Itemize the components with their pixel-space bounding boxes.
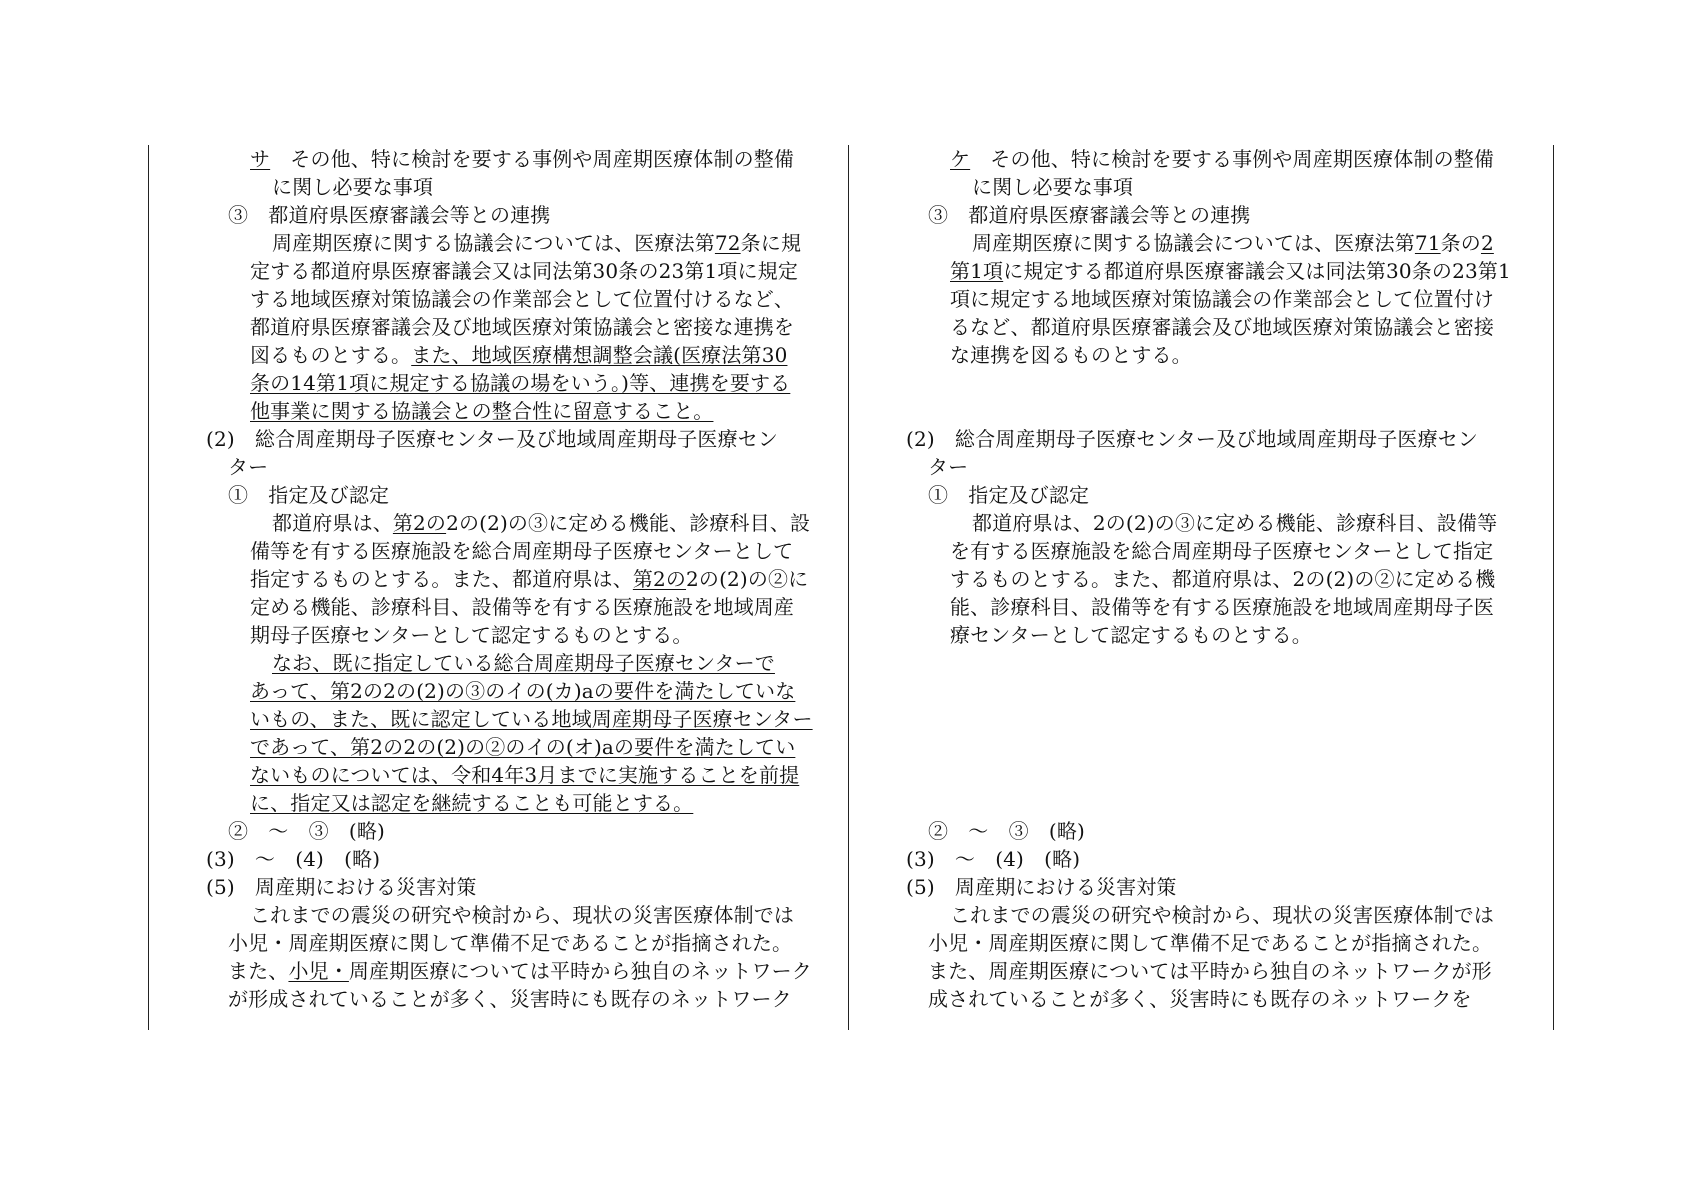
text-segment: (2) 総合周産期母子医療センター及び地域周産期母子医療セン	[206, 427, 779, 451]
text-line	[228, 481, 389, 509]
text-line	[972, 509, 1497, 537]
text-line	[250, 901, 794, 929]
text-segment: これまでの震災の研究や検討から、現状の災害医療体制では	[250, 903, 795, 927]
underlined-amendment-text: 第1項	[950, 259, 1004, 283]
text-segment: 療センターとして認定するものとする。	[950, 623, 1312, 647]
text-segment: 定める機能、診療科目、設備等を有する医療施設を地域周産	[250, 595, 795, 619]
text-segment: 周産期医療に関する協議会については、医療法第	[272, 231, 715, 255]
text-segment: (3) ～ (4) (略)	[206, 847, 381, 871]
text-segment: (3) ～ (4) (略)	[906, 847, 1081, 871]
text-segment: ター	[928, 455, 969, 479]
text-segment: 定する都道府県医療審議会又は同法第30条の23第1項に規定	[250, 259, 798, 283]
text-line	[950, 901, 1494, 929]
text-segment: ① 指定及び認定	[928, 483, 1090, 507]
text-segment: 2の(2)の③に定める機能、診療科目、設	[446, 511, 811, 535]
text-segment: を有する医療施設を総合周産期母子医療センターとして指定	[950, 539, 1494, 563]
text-line	[250, 145, 794, 173]
text-line	[950, 537, 1493, 565]
text-segment: (5) 周産期における災害対策	[206, 875, 477, 899]
text-line	[928, 453, 968, 481]
text-segment: ③ 都道府県医療審議会等との連携	[928, 203, 1251, 227]
text-line	[950, 313, 1494, 341]
text-line	[906, 425, 1478, 453]
underlined-amendment-text: また、地域医療構想調整会議(医療法第30	[411, 343, 788, 367]
text-segment: 条に規	[740, 231, 802, 255]
underlined-amendment-text: であって、第2の2の(2)の②のイの(オ)aの要件を満たしてい	[250, 735, 796, 759]
text-line	[272, 229, 801, 257]
text-line	[250, 341, 787, 369]
underlined-amendment-text: あって、第2の2の(2)の③のイの(カ)aの要件を満たしていな	[250, 679, 796, 703]
text-segment: 都道府県医療審議会及び地域医療対策協議会と密接な連携を	[250, 315, 795, 339]
text-segment: また、	[228, 959, 289, 983]
text-line	[206, 425, 778, 453]
underlined-amendment-text: 71	[1414, 231, 1441, 255]
text-line	[950, 621, 1312, 649]
underlined-amendment-text: いもの、また、既に認定している地域周産期母子医療センター	[250, 707, 813, 731]
text-segment: (2) 総合周産期母子医療センター及び地域周産期母子医療セン	[906, 427, 1479, 451]
underlined-amendment-text: 条の14第1項に規定する協議の場をいう。)等、連携を要する	[250, 371, 791, 395]
text-line	[950, 285, 1494, 313]
text-line	[272, 649, 775, 677]
text-line	[906, 845, 1080, 873]
text-segment: ② ～ ③ (略)	[928, 819, 1085, 843]
text-segment: 能、診療科目、設備等を有する医療施設を地域周産期母子医	[950, 595, 1495, 619]
text-line	[928, 201, 1250, 229]
text-line	[928, 817, 1085, 845]
text-segment: に規定する都道府県医療審議会又は同法第30条の23第1	[1003, 259, 1511, 283]
text-line	[250, 789, 693, 817]
text-segment: その他、特に検討を要する事例や周産期医療体制の整備	[970, 147, 1495, 171]
text-line	[228, 201, 550, 229]
text-segment: 成されていることが多く、災害時にも既存のネットワークを	[928, 987, 1472, 1011]
underlined-amendment-text: 小児・	[288, 959, 349, 983]
text-line	[250, 369, 790, 397]
text-segment: 図るものとする。	[250, 343, 412, 367]
text-segment: な連携を図るものとする。	[950, 343, 1192, 367]
text-segment: また、周産期医療については平時から独自のネットワークが形	[928, 959, 1492, 983]
text-line	[228, 985, 792, 1013]
text-line	[250, 313, 794, 341]
text-segment: 周産期医療については平時から独自のネットワーク	[348, 959, 812, 983]
underlined-amendment-text: ケ	[950, 147, 971, 171]
text-segment: する地域医療対策協議会の作業部会として位置付けるなど、	[250, 287, 795, 311]
text-segment: 都道府県は、2の(2)の③に定める機能、診療科目、設備等	[972, 511, 1498, 535]
text-line	[250, 257, 798, 285]
text-line	[250, 565, 808, 593]
text-segment: これまでの震災の研究や検討から、現状の災害医療体制では	[950, 903, 1495, 927]
text-line	[250, 593, 794, 621]
text-line	[206, 873, 477, 901]
text-line	[950, 565, 1495, 593]
underlined-amendment-text: 第2の	[632, 567, 687, 591]
underlined-amendment-text: 他事業に関する協議会との整合性に留意すること。	[250, 399, 714, 423]
text-line	[950, 145, 1494, 173]
text-segment: 指定するものとする。また、都道府県は、	[250, 567, 633, 591]
underlined-amendment-text: ないものについては、令和4年3月までに実施することを前提	[250, 763, 800, 787]
left-border-line	[148, 145, 149, 1030]
text-line	[250, 285, 794, 313]
text-line	[228, 957, 812, 985]
underlined-amendment-text: 第2の	[392, 511, 447, 535]
text-line	[250, 677, 795, 705]
right-border-line	[1553, 145, 1554, 1030]
text-line	[950, 257, 1511, 285]
text-line	[250, 705, 813, 733]
text-segment: 2の(2)の②に	[686, 567, 809, 591]
text-line	[228, 817, 385, 845]
text-segment: に関し必要な事項	[272, 175, 434, 199]
text-segment: が形成されていることが多く、災害時にも既存のネットワーク	[228, 987, 792, 1011]
underlined-amendment-text: 72	[714, 231, 741, 255]
text-line	[272, 509, 810, 537]
text-segment: するものとする。また、都道府県は、2の(2)の②に定める機	[950, 567, 1496, 591]
text-line	[206, 845, 380, 873]
text-line	[906, 873, 1177, 901]
text-line	[250, 397, 713, 425]
text-segment: 備等を有する医療施設を総合周産期母子医療センターとして	[250, 539, 794, 563]
text-segment: 項に規定する地域医療対策協議会の作業部会として位置付け	[950, 287, 1495, 311]
text-line	[928, 985, 1472, 1013]
text-segment: 小児・周産期医療に関して準備不足であることが指摘された。	[928, 931, 1493, 955]
text-segment: その他、特に検討を要する事例や周産期医療体制の整備	[270, 147, 795, 171]
underlined-amendment-text: 2	[1480, 231, 1494, 255]
text-segment: ター	[228, 455, 269, 479]
text-segment: ③ 都道府県医療審議会等との連携	[228, 203, 551, 227]
underlined-amendment-text: サ	[250, 147, 271, 171]
text-segment: ① 指定及び認定	[228, 483, 390, 507]
text-line	[228, 453, 268, 481]
text-segment: 小児・周産期医療に関して準備不足であることが指摘された。	[228, 931, 793, 955]
text-line	[250, 537, 793, 565]
text-line	[928, 957, 1492, 985]
text-segment: に関し必要な事項	[972, 175, 1134, 199]
underlined-amendment-text: に、指定又は認定を継続することも可能とする。	[250, 791, 694, 815]
text-line	[928, 481, 1089, 509]
text-segment: 都道府県は、	[272, 511, 393, 535]
text-line	[972, 173, 1133, 201]
text-line	[250, 621, 693, 649]
text-segment: 条の	[1440, 231, 1481, 255]
text-line	[972, 229, 1494, 257]
text-line	[928, 929, 1492, 957]
text-line	[250, 733, 795, 761]
text-line	[272, 173, 433, 201]
text-line	[228, 929, 792, 957]
text-segment: 期母子医療センターとして認定するものとする。	[250, 623, 693, 647]
text-segment: (5) 周産期における災害対策	[906, 875, 1177, 899]
text-line	[250, 761, 799, 789]
text-segment: ② ～ ③ (略)	[228, 819, 385, 843]
center-divider-line	[848, 145, 849, 1030]
underlined-amendment-text: なお、既に指定している総合周産期母子医療センターで	[272, 651, 775, 675]
text-line	[950, 341, 1192, 369]
text-segment: 周産期医療に関する協議会については、医療法第	[972, 231, 1415, 255]
text-line	[950, 593, 1494, 621]
text-segment: るなど、都道府県医療審議会及び地域医療対策協議会と密接	[950, 315, 1495, 339]
